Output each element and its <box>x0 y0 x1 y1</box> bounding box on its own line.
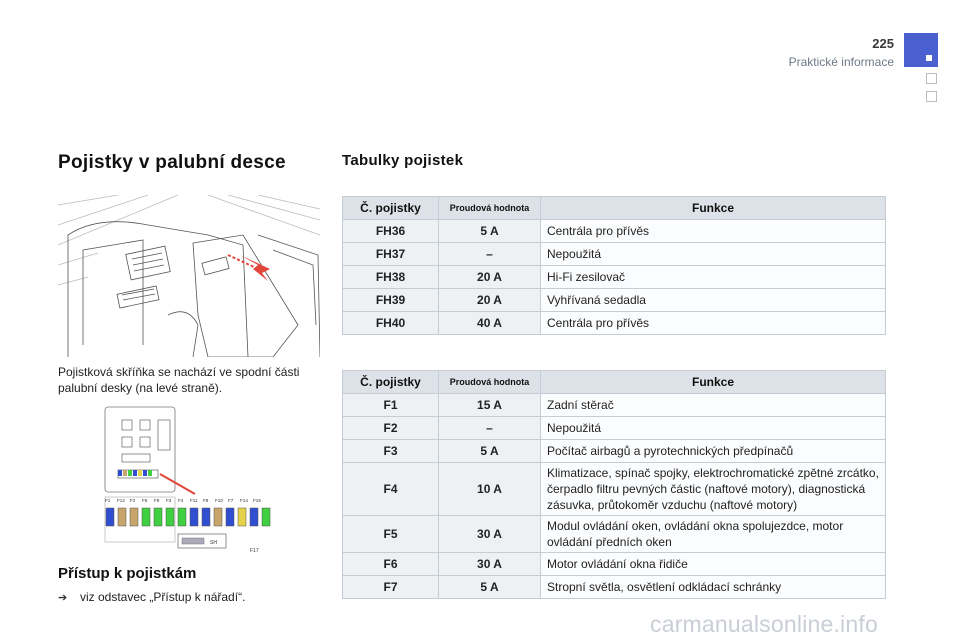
fuse-table-2 <box>342 370 886 599</box>
fuse-function: Modul ovládání oken, ovládání okna spolujezdce, motor ovládání předních oken <box>541 516 886 553</box>
fuse-amperage: 5 A <box>439 576 541 599</box>
watermark: carmanualsonline.info <box>650 611 878 637</box>
fuse-label: F9 <box>154 498 160 503</box>
col-fuse-number: Č. pojistky <box>343 197 439 220</box>
fusebox-location-caption: Pojistková skříňka se nachází ve spodní části palubní desky (na levé straně). <box>58 365 300 395</box>
fuse-number: F4 <box>343 463 439 516</box>
access-bullet <box>58 590 245 604</box>
fuse-label: F2 <box>130 498 136 503</box>
page-number: 225 <box>872 36 894 51</box>
fuse-function: Hi-Fi zesilovač <box>541 266 886 289</box>
col-amperage: Proudová hodnota <box>439 371 541 394</box>
fuse-amperage: 5 A <box>439 220 541 243</box>
fuse-table-1 <box>342 196 886 335</box>
fuse-number: FH38 <box>343 266 439 289</box>
fuse-label: F4 <box>178 498 184 503</box>
fuse-label: F8 <box>203 498 209 503</box>
dashboard-illustration <box>58 195 320 357</box>
table-row <box>343 463 886 516</box>
chapter-tab-active[interactable] <box>904 33 938 67</box>
table-row <box>343 243 886 266</box>
fuse-number: FH37 <box>343 243 439 266</box>
fuse-amperage: 10 A <box>439 463 541 516</box>
bullet-arrow-icon: ➔ <box>58 592 68 604</box>
fuse-label: F6 <box>142 498 148 503</box>
fuse-function: Vyhřívaná sedadla <box>541 289 886 312</box>
col-amperage: Proudová hodnota <box>439 197 541 220</box>
fuse-function: Stropní světla, osvětlení odkládací schránky <box>541 576 886 599</box>
box-label-f17: F17 <box>250 548 259 554</box>
fuse-label: F7 <box>228 498 234 503</box>
fuse-function: Nepoužitá <box>541 417 886 440</box>
fuse-amperage: 15 A <box>439 394 541 417</box>
access-bullet-text: viz odstavec „Přístup k nářadí“. <box>80 590 246 604</box>
fuse-number: F6 <box>343 553 439 576</box>
fuse-function: Centrála pro přívěs <box>541 220 886 243</box>
fuse-label: F12 <box>117 498 125 503</box>
table-row <box>343 266 886 289</box>
fuse-amperage: 30 A <box>439 553 541 576</box>
fuse-label: F15 <box>253 498 261 503</box>
tab-dot <box>926 55 932 61</box>
fuse-number: F2 <box>343 417 439 440</box>
fuse-number: F5 <box>343 516 439 553</box>
table-row <box>343 553 886 576</box>
fuse-label: F1 <box>105 498 111 503</box>
table-row <box>343 220 886 243</box>
box-label-sh: SH <box>210 540 217 546</box>
table-row <box>343 312 886 335</box>
fuse-function: Počítač airbagů a pyrotechnických předpínačů <box>541 440 886 463</box>
access-title: Přístup k pojistkám <box>58 565 197 582</box>
fusebox-diagram <box>100 402 284 554</box>
table-row <box>343 576 886 599</box>
fuse-number: FH36 <box>343 220 439 243</box>
fuse-number: F1 <box>343 394 439 417</box>
fuse-number: FH39 <box>343 289 439 312</box>
fuse-amperage: 20 A <box>439 266 541 289</box>
table-row <box>343 417 886 440</box>
col-fuse-number: Č. pojistky <box>343 371 439 394</box>
fuse-number: FH40 <box>343 312 439 335</box>
fuse-label: F14 <box>240 498 248 503</box>
col-function: Funkce <box>541 197 886 220</box>
section-name: Praktické informace <box>788 55 894 69</box>
table-row <box>343 394 886 417</box>
table-row <box>343 516 886 553</box>
fuse-amperage: 30 A <box>439 516 541 553</box>
fuse-amperage: 5 A <box>439 440 541 463</box>
table-row <box>343 440 886 463</box>
fuse-function: Centrála pro přívěs <box>541 312 886 335</box>
fuse-function: Klimatizace, spínač spojky, elektrochromatické zpětné zrcátko, čerpadlo filtru pevných částic (naftové motory), diagnostická zásuvka, průtokoměr vzduchu (naftové motory) <box>541 463 886 516</box>
fuse-label: F11 <box>190 498 198 503</box>
table-row <box>343 289 886 312</box>
fuse-number: F7 <box>343 576 439 599</box>
fuse-function: Nepoužitá <box>541 243 886 266</box>
fuse-amperage: – <box>439 243 541 266</box>
fuse-function: Zadní stěrač <box>541 394 886 417</box>
fuse-number: F3 <box>343 440 439 463</box>
fuse-amperage: – <box>439 417 541 440</box>
fuse-label-row <box>105 498 261 503</box>
chapter-tab-2[interactable] <box>926 73 937 84</box>
tables-title: Tabulky pojistek <box>342 152 464 169</box>
fuse-function: Motor ovládání okna řidiče <box>541 553 886 576</box>
fuse-amperage: 40 A <box>439 312 541 335</box>
fuse-label: F3 <box>166 498 172 503</box>
col-function: Funkce <box>541 371 886 394</box>
fuse-amperage: 20 A <box>439 289 541 312</box>
fuse-label: F10 <box>215 498 223 503</box>
chapter-tab-3[interactable] <box>926 91 937 102</box>
page-title: Pojistky v palubní desce <box>58 152 286 173</box>
